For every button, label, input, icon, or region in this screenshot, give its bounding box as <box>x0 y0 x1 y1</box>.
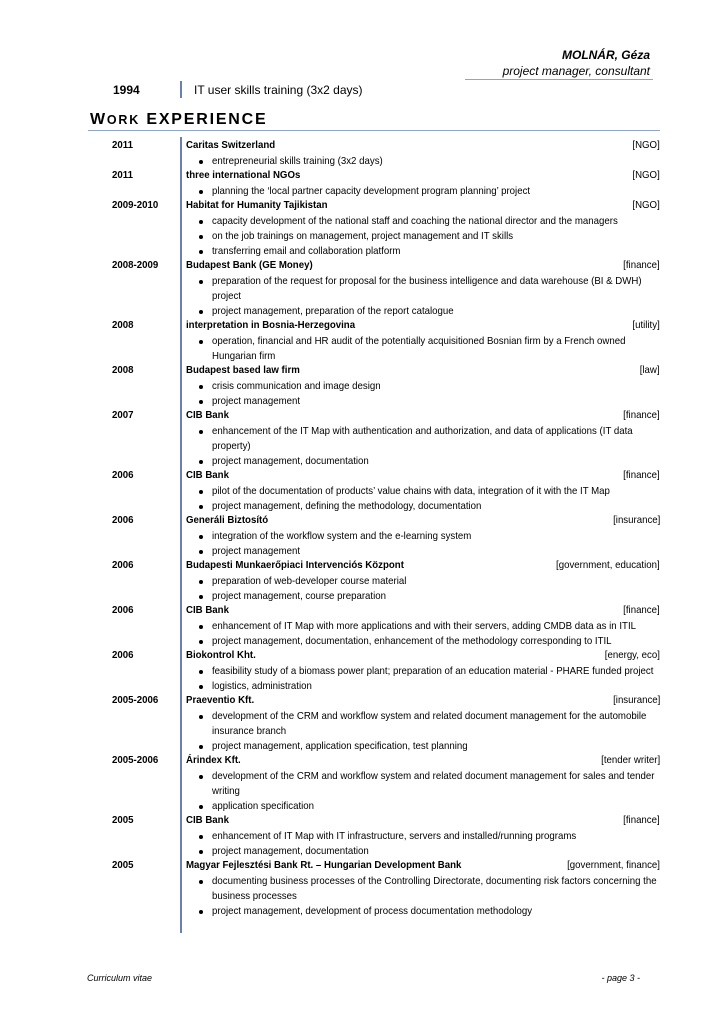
entry-bullet-list <box>186 619 660 649</box>
entry-bullet <box>186 454 660 469</box>
bullet-icon <box>199 160 203 164</box>
entry-year: 2008 <box>112 364 134 376</box>
entry-header <box>186 319 660 334</box>
entry-sector-tag: [NGO] <box>632 139 660 151</box>
entry-header <box>186 754 660 769</box>
entry-bullet-text: project management, documentation <box>212 845 369 857</box>
section-divider <box>88 130 660 131</box>
entry-bullet-list <box>186 574 660 604</box>
entry-sector-tag: [finance] <box>623 814 660 826</box>
entry-bullet <box>186 424 660 454</box>
entry-company: Budapest Bank (GE Money) <box>186 259 313 271</box>
entry-header <box>186 409 660 424</box>
entry-sector-tag: [law] <box>640 364 660 376</box>
entry-bullet <box>186 769 660 799</box>
entry-bullet <box>186 229 660 244</box>
entry-company: three international NGOs <box>186 169 301 181</box>
entry-sector-tag: [NGO] <box>632 199 660 211</box>
entry-bullet-text: integration of the workflow system and the e-learning system <box>212 530 472 542</box>
entry-company: CIB Bank <box>186 469 229 481</box>
entry-bullet-text: planning the ‘local partner capacity development program planning’ project <box>212 185 531 197</box>
entry-bullet-list <box>186 769 660 814</box>
work-experience-list <box>0 139 728 919</box>
bullet-icon <box>199 640 203 644</box>
entry-bullet-text: preparation of the request for proposal for the business intelligence and data warehouse (BI & DWH) project <box>212 275 642 302</box>
entry-bullet-list <box>186 874 660 919</box>
bullet-icon <box>199 460 203 464</box>
entry-company: interpretation in Bosnia-Herzegovina <box>186 319 356 331</box>
entry-year: 2005-2006 <box>112 694 159 706</box>
experience-entry <box>0 259 728 319</box>
bullet-icon <box>199 910 203 914</box>
entry-sector-tag: [insurance] <box>612 514 660 526</box>
entry-bullet <box>186 379 660 394</box>
entry-header <box>186 259 660 274</box>
entry-bullet <box>186 154 660 169</box>
experience-entry <box>0 514 728 559</box>
bullet-icon <box>199 805 203 809</box>
bullet-icon <box>199 250 203 254</box>
entry-bullet-text: operation, financial and HR audit of the potentially acquisitioned Bosnian firm by a French owned Hungarian firm <box>212 335 626 362</box>
entry-bullet-text: project management, preparation of the report catalogue <box>212 305 454 317</box>
entry-header <box>186 139 660 154</box>
entry-year: 2005 <box>112 814 134 826</box>
entry-header <box>186 514 660 529</box>
entry-header <box>186 364 660 379</box>
entry-sector-tag: [finance] <box>623 409 660 421</box>
entry-header <box>186 199 660 214</box>
vertical-divider <box>180 81 182 98</box>
entry-bullet <box>186 544 660 559</box>
entry-year: 2006 <box>112 604 134 616</box>
bullet-icon <box>199 505 203 509</box>
entry-bullet <box>186 619 660 634</box>
bullet-icon <box>199 550 203 554</box>
entry-sector-tag: [energy, eco] <box>604 649 660 661</box>
bullet-icon <box>199 235 203 239</box>
entry-bullet-text: project management <box>212 545 301 557</box>
bullet-icon <box>199 595 203 599</box>
entry-bullet-text: application specification <box>212 800 315 812</box>
entry-sector-tag: [finance] <box>623 469 660 481</box>
entry-bullet <box>186 844 660 859</box>
entry-year: 2007 <box>112 409 134 421</box>
entry-bullet <box>186 274 660 304</box>
section-title-work-experience: WORK EXPERIENCE <box>90 111 268 128</box>
training-row <box>0 81 728 99</box>
entry-header <box>186 649 660 664</box>
entry-company: CIB Bank <box>186 409 229 421</box>
experience-entry <box>0 199 728 259</box>
bullet-icon <box>199 310 203 314</box>
entry-header <box>186 814 660 829</box>
entry-bullet-list <box>186 379 660 409</box>
entry-company: Generáli Biztosító <box>186 514 269 526</box>
entry-company: Praeventio Kft. <box>186 694 255 706</box>
entry-sector-tag: [government, finance] <box>567 859 660 871</box>
entry-bullet <box>186 874 660 904</box>
entry-company: Budapest based law firm <box>186 364 300 376</box>
bullet-icon <box>199 670 203 674</box>
entry-bullet-list <box>186 484 660 514</box>
entry-bullet <box>186 829 660 844</box>
entry-year: 2008-2009 <box>112 259 159 271</box>
experience-entry <box>0 169 728 199</box>
entry-company: CIB Bank <box>186 814 229 826</box>
entry-bullet-list <box>186 529 660 559</box>
entry-bullet <box>186 739 660 754</box>
entry-year: 2005 <box>112 859 134 871</box>
entry-bullet-text: development of the CRM and workflow system and related document management for the automobile insurance branch <box>212 710 647 737</box>
cv-owner-role: project manager, consultant <box>502 64 650 78</box>
entry-bullet-text: enhancement of IT Map with more applications and with their servers, adding CMDB data as in ITIL <box>212 620 637 632</box>
entry-bullet <box>186 589 660 604</box>
entry-header <box>186 604 660 619</box>
entry-bullet <box>186 499 660 514</box>
bullet-icon <box>199 385 203 389</box>
bullet-icon <box>199 280 203 284</box>
entry-bullet-list <box>186 709 660 754</box>
bullet-icon <box>199 400 203 404</box>
entry-header <box>186 694 660 709</box>
entry-header <box>186 469 660 484</box>
entry-bullet-list <box>186 424 660 469</box>
entry-bullet <box>186 664 660 679</box>
entry-header <box>186 559 660 574</box>
entry-sector-tag: [NGO] <box>632 169 660 181</box>
entry-bullet-text: enhancement of the IT Map with authentication and authorization, and data of applications (IT data property) <box>212 425 633 452</box>
entry-company: Árindex Kft. <box>186 754 241 766</box>
bullet-icon <box>199 775 203 779</box>
entry-bullet-text: logistics, administration <box>212 680 312 692</box>
bullet-icon <box>199 625 203 629</box>
entry-bullet-text: project management, development of process documentation methodology <box>212 905 533 917</box>
experience-entry <box>0 814 728 859</box>
entry-sector-tag: [tender writer] <box>600 754 660 766</box>
entry-company: Magyar Fejlesztési Bank Rt. – Hungarian Development Bank <box>186 859 462 871</box>
entry-year: 2011 <box>112 139 133 151</box>
experience-entry <box>0 859 728 919</box>
experience-entry <box>0 319 728 364</box>
bullet-icon <box>199 430 203 434</box>
entry-bullet-list <box>186 184 660 199</box>
entry-bullet <box>186 244 660 259</box>
entry-header <box>186 169 660 184</box>
entry-bullet <box>186 634 660 649</box>
entry-sector-tag: [utility] <box>632 319 660 331</box>
entry-bullet-text: project management, documentation, enhancement of the methodology corresponding to ITIL <box>212 635 612 647</box>
entry-bullet-list <box>186 274 660 319</box>
entry-bullet-list <box>186 214 660 259</box>
entry-bullet <box>186 904 660 919</box>
bullet-icon <box>199 715 203 719</box>
entry-year: 2006 <box>112 514 134 526</box>
bullet-icon <box>199 535 203 539</box>
entry-year: 2009-2010 <box>112 199 159 211</box>
entry-bullet-text: on the job trainings on management, project management and IT skills <box>212 230 514 242</box>
entry-header <box>186 859 660 874</box>
entry-bullet-text: transferring email and collaboration platform <box>212 245 401 257</box>
entry-bullet <box>186 484 660 499</box>
entry-bullet <box>186 184 660 199</box>
bullet-icon <box>199 190 203 194</box>
entry-bullet <box>186 214 660 229</box>
experience-entry <box>0 604 728 649</box>
training-text: IT user skills training (3x2 days) <box>194 83 363 97</box>
entry-bullet <box>186 679 660 694</box>
entry-bullet-list <box>186 334 660 364</box>
entry-bullet-text: capacity development of the national staff and coaching the national director and the managers <box>212 215 618 227</box>
entry-bullet-text: documenting business processes of the Controlling Directorate, documenting risk factors concerning the business processes <box>212 875 657 902</box>
entry-bullet-text: project management <box>212 395 301 407</box>
page-number: - page 3 - <box>601 973 640 983</box>
experience-entry <box>0 754 728 814</box>
bullet-icon <box>199 685 203 689</box>
entry-bullet-text: development of the CRM and workflow system and related document management for sales and tender writing <box>212 770 655 797</box>
entry-year: 2011 <box>112 169 133 181</box>
bullet-icon <box>199 490 203 494</box>
entry-bullet-text: enhancement of IT Map with IT infrastructure, servers and installed/running programs <box>212 830 577 842</box>
entry-year: 2008 <box>112 319 134 331</box>
entry-bullet-list <box>186 829 660 859</box>
entry-bullet-text: pilot of the documentation of products’ value chains with data, integration of it with the IT Map <box>212 485 610 497</box>
experience-entry <box>0 469 728 514</box>
entry-year: 2005-2006 <box>112 754 159 766</box>
bullet-icon <box>199 835 203 839</box>
header-divider <box>465 79 653 80</box>
entry-company: Caritas Switzerland <box>186 139 276 151</box>
entry-year: 2006 <box>112 649 134 661</box>
entry-bullet <box>186 334 660 364</box>
entry-bullet-text: feasibility study of a biomass power plant; preparation of an education material - PHARE funded project <box>212 665 654 677</box>
entry-bullet-text: project management, application specification, test planning <box>212 740 468 752</box>
entry-company: CIB Bank <box>186 604 229 616</box>
experience-entry <box>0 649 728 694</box>
entry-bullet-text: crisis communication and image design <box>212 380 381 392</box>
entry-company: Biokontrol Kht. <box>186 649 256 661</box>
experience-entry <box>0 559 728 604</box>
entry-bullet-text: preparation of web-developer course material <box>212 575 407 587</box>
bullet-icon <box>199 220 203 224</box>
entry-bullet <box>186 529 660 544</box>
footer-label: Curriculum vitae <box>87 973 153 983</box>
entry-year: 2006 <box>112 469 134 481</box>
entry-sector-tag: [finance] <box>623 259 660 271</box>
entry-bullet-list <box>186 664 660 694</box>
bullet-icon <box>199 745 203 749</box>
entry-bullet-list <box>186 154 660 169</box>
entry-bullet-text: entrepreneurial skills training (3x2 days) <box>212 155 383 167</box>
experience-entry <box>0 694 728 754</box>
experience-entry <box>0 364 728 409</box>
entry-sector-tag: [government, education] <box>556 559 660 571</box>
cv-owner-name: MOLNÁR, Géza <box>561 48 650 62</box>
entry-bullet-text: project management, course preparation <box>212 590 386 602</box>
experience-entry <box>0 409 728 469</box>
entry-bullet <box>186 709 660 739</box>
bullet-icon <box>199 340 203 344</box>
entry-company: Budapesti Munkaerőpiaci Intervenciós Központ <box>186 559 404 571</box>
experience-entry <box>0 139 728 169</box>
entry-company: Habitat for Humanity Tajikistan <box>186 199 328 211</box>
entry-bullet <box>186 799 660 814</box>
entry-sector-tag: [finance] <box>623 604 660 616</box>
entry-bullet-text: project management, documentation <box>212 455 369 467</box>
entry-bullet-text: project management, defining the methodology, documentation <box>212 500 482 512</box>
entry-bullet <box>186 394 660 409</box>
training-year: 1994 <box>113 83 140 97</box>
entry-bullet <box>186 304 660 319</box>
entry-sector-tag: [insurance] <box>612 694 660 706</box>
bullet-icon <box>199 880 203 884</box>
bullet-icon <box>199 850 203 854</box>
entry-bullet <box>186 574 660 589</box>
entry-year: 2006 <box>112 559 134 571</box>
bullet-icon <box>199 580 203 584</box>
